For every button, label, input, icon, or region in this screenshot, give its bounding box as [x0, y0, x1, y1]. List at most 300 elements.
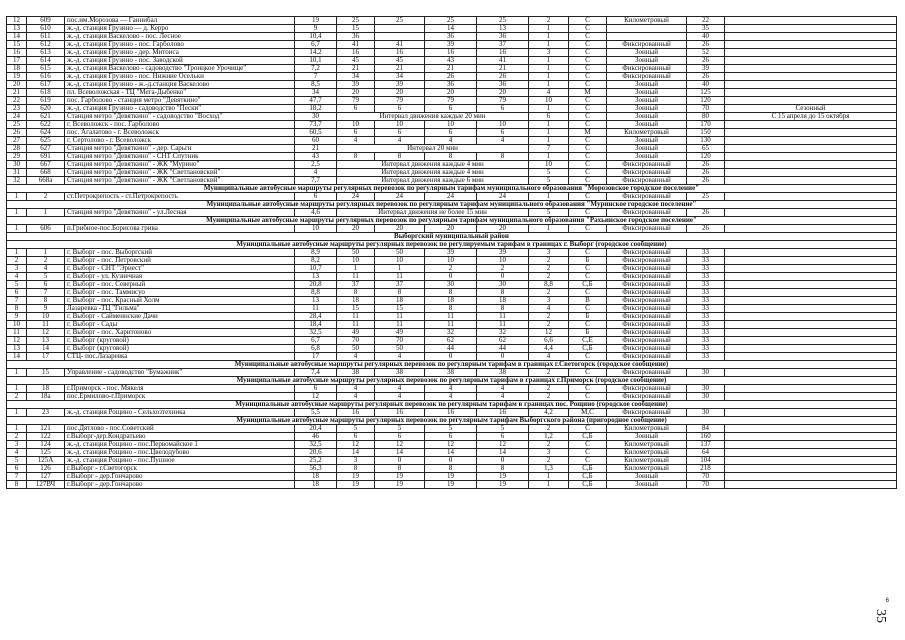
section-header: Муниципальные автобусные маршруты регулярных перевозок по регулярным тарифам в границах г.Светогорск (городское сообщение): [7, 361, 897, 369]
table-cell: С: [569, 161, 607, 169]
table-cell: С: [569, 57, 607, 65]
table-cell: 43: [425, 57, 477, 65]
table-cell: 1: [337, 265, 375, 273]
table-cell: 4: [425, 137, 477, 145]
table-cell: 10: [375, 121, 425, 129]
table-cell: [725, 409, 897, 417]
table-cell: 624: [27, 129, 65, 137]
table-cell: С: [569, 81, 607, 89]
table-row: [7, 209, 897, 217]
table-cell: 70: [375, 337, 425, 345]
table-row: [7, 297, 897, 305]
table-cell: 36: [425, 81, 477, 89]
table-cell: 8,2: [295, 257, 337, 265]
table-cell: 125: [687, 89, 725, 97]
table-cell: 1: [7, 369, 27, 377]
table-cell: 47,7: [295, 97, 337, 105]
table-row: [7, 33, 897, 41]
table-cell: 16: [337, 409, 375, 417]
table-cell: 1: [529, 153, 569, 161]
section-header-row: [7, 361, 897, 369]
table-cell: 34: [295, 89, 337, 97]
table-cell: Километровый: [607, 17, 687, 25]
table-cell: пос.Ермилово-г.Приморск: [65, 393, 295, 401]
table-cell: 8: [375, 465, 425, 473]
table-cell: [725, 321, 897, 329]
table-cell: С,Е: [569, 337, 607, 345]
table-cell: С,Б: [569, 481, 607, 489]
table-cell: 18: [375, 297, 425, 305]
table-cell: 6,7: [295, 41, 337, 49]
table-cell: С: [569, 177, 607, 185]
table-cell: 11: [7, 329, 27, 337]
table-cell: [725, 49, 897, 57]
table-cell: 4: [477, 385, 529, 393]
table-cell: С: [569, 113, 607, 121]
table-cell: 4: [295, 169, 337, 177]
table-cell: 0: [477, 353, 529, 361]
table-cell: 691: [27, 153, 65, 161]
table-cell: 4: [477, 137, 529, 145]
table-cell: 16: [375, 409, 425, 417]
table-cell: 11: [295, 305, 337, 313]
table-cell: г.Выборг - г.Светогорск: [65, 465, 295, 473]
table-cell: 5: [529, 169, 569, 177]
table-cell: Фиксированный: [607, 409, 687, 417]
table-cell: 1: [7, 249, 27, 257]
table-cell: 40: [687, 81, 725, 89]
table-cell: Фиксированный: [607, 321, 687, 329]
table-cell: 39: [425, 41, 477, 49]
table-cell: Интервал движения каждые 6 мин: [337, 177, 529, 185]
section-header-row: [7, 185, 897, 193]
table-cell: 39: [375, 81, 425, 89]
table-cell: 8: [7, 481, 27, 489]
table-cell: С: [569, 121, 607, 129]
table-cell: 19: [477, 481, 529, 489]
table-cell: 2: [7, 393, 27, 401]
table-cell: 612: [27, 41, 65, 49]
table-cell: 3: [529, 49, 569, 57]
table-cell: 32: [477, 329, 529, 337]
table-row: [7, 193, 897, 201]
table-cell: 4: [375, 137, 425, 145]
table-cell: 14: [27, 345, 65, 353]
table-cell: 160: [687, 433, 725, 441]
table-cell: С: [569, 225, 607, 233]
table-cell: С,Б: [569, 281, 607, 289]
table-cell: 11: [337, 313, 375, 321]
table-cell: 1: [529, 121, 569, 129]
table-cell: п.Грибное-пос.Борисова грива: [65, 225, 295, 233]
table-cell: 5: [7, 281, 27, 289]
table-cell: 37: [477, 41, 529, 49]
table-row: [7, 273, 897, 281]
table-cell: 6: [375, 105, 425, 113]
table-cell: 49: [337, 329, 375, 337]
table-cell: 37: [375, 281, 425, 289]
table-cell: 30: [687, 409, 725, 417]
section-header-row: [7, 217, 897, 225]
table-cell: 170: [687, 121, 725, 129]
table-cell: 24: [7, 113, 27, 121]
table-cell: 10: [27, 313, 65, 321]
table-cell: 9: [7, 313, 27, 321]
table-cell: ст.Петрокрепость - ст.Петрокрепость: [65, 193, 295, 201]
table-cell: Зонный: [607, 105, 687, 113]
table-cell: 7: [27, 289, 65, 297]
table-cell: 79: [337, 97, 375, 105]
table-cell: 19: [337, 481, 375, 489]
table-cell: 41: [477, 57, 529, 65]
table-cell: С: [569, 105, 607, 113]
table-cell: г.Выборг-дер.Кондратьево: [65, 433, 295, 441]
table-cell: 26: [687, 57, 725, 65]
table-cell: [725, 385, 897, 393]
table-cell: 130: [687, 137, 725, 145]
table-cell: 6: [295, 385, 337, 393]
table-cell: ж.-д. станция Грузино - садоводство "Пески": [65, 105, 295, 113]
table-cell: 11: [375, 273, 425, 281]
table-cell: 22: [7, 97, 27, 105]
table-cell: 2: [529, 265, 569, 273]
table-cell: Зонный: [607, 97, 687, 105]
table-cell: 8: [375, 153, 425, 161]
table-cell: [725, 17, 897, 25]
table-cell: 10,1: [295, 57, 337, 65]
section-header: Муниципальные автобусные маршруты регулярных перевозок по регулярным тарифам в границах пос. Рощино (городское сообщение): [7, 401, 897, 409]
table-cell: 1: [529, 81, 569, 89]
table-cell: Интервал движения не более 15 мин: [337, 209, 529, 217]
table-cell: 622: [27, 121, 65, 129]
table-cell: 4: [529, 89, 569, 97]
table-cell: Зонный: [607, 433, 687, 441]
table-row: [7, 17, 897, 25]
table-cell: Зонный: [607, 49, 687, 57]
table-cell: 30: [7, 161, 27, 169]
table-cell: [607, 25, 687, 33]
table-cell: 18: [295, 481, 337, 489]
table-cell: [725, 65, 897, 73]
table-cell: 41: [337, 41, 375, 49]
table-cell: 23: [7, 105, 27, 113]
table-cell: 36: [425, 33, 477, 41]
table-cell: 11: [375, 313, 425, 321]
table-cell: 38: [375, 369, 425, 377]
table-cell: 1: [529, 225, 569, 233]
table-cell: 2,5: [295, 161, 337, 169]
table-cell: С: [569, 441, 607, 449]
table-cell: 1: [529, 193, 569, 201]
table-row: [7, 441, 897, 449]
table-cell: 18: [295, 473, 337, 481]
route-table-body: [7, 17, 897, 489]
table-cell: 606: [27, 225, 65, 233]
table-cell: Фиксированный: [607, 193, 687, 201]
table-cell: 39: [425, 249, 477, 257]
table-cell: Фиксированный: [607, 249, 687, 257]
table-cell: 70: [687, 481, 725, 489]
table-cell: 5: [375, 425, 425, 433]
section-header: Выборгский муниципальный район: [7, 233, 897, 241]
table-cell: 124: [27, 441, 65, 449]
table-cell: 4: [337, 353, 375, 361]
table-cell: 2: [529, 313, 569, 321]
table-cell: 0: [477, 457, 529, 465]
table-cell: 14: [477, 449, 529, 457]
table-cell: 18а: [27, 393, 65, 401]
table-cell: 8: [337, 153, 375, 161]
table-cell: 17: [7, 57, 27, 65]
table-cell: С: [569, 41, 607, 49]
table-cell: г.Выборг - дер.Гончарово: [65, 481, 295, 489]
table-cell: 19: [295, 17, 337, 25]
table-cell: С: [569, 25, 607, 33]
table-cell: 621: [27, 113, 65, 121]
table-cell: 2: [529, 385, 569, 393]
table-row: [7, 81, 897, 89]
table-cell: 65: [687, 145, 725, 153]
table-cell: 33: [687, 337, 725, 345]
table-cell: 0: [477, 273, 529, 281]
table-cell: 4: [27, 265, 65, 273]
table-cell: 14: [425, 25, 477, 33]
table-cell: М,С: [569, 409, 607, 417]
table-cell: 14: [7, 33, 27, 41]
table-cell: Фиксированный: [607, 225, 687, 233]
table-cell: 218: [687, 465, 725, 473]
table-row: [7, 177, 897, 185]
table-cell: г. Выборг - пос. Северный: [65, 281, 295, 289]
table-cell: 12: [7, 17, 27, 25]
table-cell: [725, 329, 897, 337]
table-cell: 25,2: [295, 457, 337, 465]
table-cell: 36: [477, 81, 529, 89]
table-cell: 34: [375, 73, 425, 81]
table-cell: [725, 473, 897, 481]
table-cell: ж.-д. станция Грузино — д. Керро: [65, 25, 295, 33]
table-cell: 10: [295, 225, 337, 233]
table-cell: 26: [425, 73, 477, 81]
table-cell: 5,5: [295, 409, 337, 417]
table-cell: Б: [569, 313, 607, 321]
table-cell: Фиксированный: [607, 257, 687, 265]
table-cell: 8,9: [295, 249, 337, 257]
table-cell: [725, 265, 897, 273]
table-cell: Фиксированный: [607, 329, 687, 337]
table-cell: 7,7: [295, 177, 337, 185]
table-cell: 8,8: [295, 289, 337, 297]
table-cell: г.Приморск - пос. Мякеля: [65, 385, 295, 393]
table-cell: 8: [477, 305, 529, 313]
table-cell: 15: [7, 41, 27, 49]
table-cell: 26: [7, 129, 27, 137]
section-header-row: [7, 377, 897, 385]
table-cell: 1: [529, 33, 569, 41]
table-cell: Зонный: [607, 121, 687, 129]
table-cell: С: [569, 193, 607, 201]
table-cell: 14: [425, 449, 477, 457]
table-cell: [725, 273, 897, 281]
table-row: [7, 137, 897, 145]
section-header-row: [7, 233, 897, 241]
table-cell: 4: [7, 449, 27, 457]
table-cell: [725, 393, 897, 401]
table-cell: Станция метро "Девяткино" - ул.Лесная: [65, 209, 295, 217]
table-cell: 29: [7, 153, 27, 161]
table-row: [7, 321, 897, 329]
table-cell: 35: [687, 25, 725, 33]
table-cell: В: [569, 297, 607, 305]
table-cell: Километровый: [607, 441, 687, 449]
table-cell: 1: [7, 425, 27, 433]
table-cell: 6: [425, 105, 477, 113]
table-cell: 19: [337, 473, 375, 481]
table-cell: С: [569, 209, 607, 217]
table-cell: 18: [337, 297, 375, 305]
table-cell: 8: [477, 289, 529, 297]
table-cell: 8: [477, 465, 529, 473]
table-cell: Лазаревка -ТЦ "Гильма": [65, 305, 295, 313]
table-cell: 11: [375, 321, 425, 329]
table-cell: 13: [295, 273, 337, 281]
table-cell: [725, 441, 897, 449]
table-cell: С: [569, 425, 607, 433]
table-cell: 15: [337, 25, 375, 33]
table-cell: г. Выборг (круговой): [65, 345, 295, 353]
table-cell: 2: [529, 321, 569, 329]
table-cell: 70: [687, 105, 725, 113]
table-cell: 19: [477, 473, 529, 481]
table-cell: М: [569, 89, 607, 97]
table-cell: 33: [687, 281, 725, 289]
table-cell: С: [569, 457, 607, 465]
table-cell: 39: [687, 65, 725, 73]
table-cell: [725, 249, 897, 257]
table-row: [7, 65, 897, 73]
table-cell: 1: [529, 57, 569, 65]
table-cell: 13: [27, 337, 65, 345]
table-cell: 79: [375, 97, 425, 105]
table-cell: 8: [425, 465, 477, 473]
table-cell: 1,3: [529, 465, 569, 473]
table-cell: 26: [477, 73, 529, 81]
table-cell: 6: [375, 433, 425, 441]
table-cell: 8: [27, 297, 65, 305]
section-header-row: [7, 241, 897, 249]
table-cell: 1: [529, 481, 569, 489]
table-cell: [375, 33, 425, 41]
table-cell: ж.-д. станция Грузино - пос. Нижние Осельки: [65, 73, 295, 81]
table-row: [7, 105, 897, 113]
table-cell: 10: [425, 121, 477, 129]
table-cell: Интервал 20 мин: [337, 145, 529, 153]
table-cell: 10,4: [295, 33, 337, 41]
table-cell: 33: [687, 289, 725, 297]
table-row: [7, 41, 897, 49]
table-cell: 20: [375, 89, 425, 97]
table-cell: 38: [337, 369, 375, 377]
table-cell: 1: [529, 41, 569, 49]
table-cell: Километровый: [607, 449, 687, 457]
table-cell: С: [569, 393, 607, 401]
table-cell: 2: [7, 257, 27, 265]
table-cell: Километровый: [607, 465, 687, 473]
table-cell: 10: [337, 121, 375, 129]
table-cell: 16: [7, 49, 27, 57]
table-cell: [725, 81, 897, 89]
table-cell: 21: [425, 65, 477, 73]
table-cell: 15: [27, 369, 65, 377]
table-cell: 150: [687, 129, 725, 137]
section-header-row: [7, 417, 897, 425]
table-cell: 4: [337, 393, 375, 401]
table-cell: 27: [7, 137, 27, 145]
table-cell: Километровый: [607, 425, 687, 433]
table-cell: 104: [687, 457, 725, 465]
table-cell: С: [569, 321, 607, 329]
table-cell: 30: [295, 113, 337, 121]
table-cell: 20: [375, 225, 425, 233]
table-cell: 21: [7, 89, 27, 97]
table-cell: 20,6: [295, 449, 337, 457]
table-cell: 6: [7, 289, 27, 297]
table-cell: 6: [375, 129, 425, 137]
table-cell: 12: [337, 441, 375, 449]
table-cell: С: [569, 369, 607, 377]
table-cell: 44: [425, 345, 477, 353]
table-cell: 20: [477, 225, 529, 233]
table-cell: ж.-д. станция Васкелово - садоводство "Троицкое Урочище": [65, 65, 295, 73]
table-cell: [607, 33, 687, 41]
table-cell: 11: [477, 313, 529, 321]
table-cell: 25: [7, 121, 27, 129]
table-cell: Фиксированный: [607, 209, 687, 217]
table-cell: 26: [687, 225, 725, 233]
table-cell: 70: [337, 337, 375, 345]
table-cell: 1: [7, 225, 27, 233]
table-cell: 120: [687, 153, 725, 161]
table-cell: 0: [425, 457, 477, 465]
table-cell: Фиксированный: [607, 289, 687, 297]
table-cell: 23: [27, 409, 65, 417]
table-cell: 4: [375, 393, 425, 401]
table-cell: С,Б: [569, 433, 607, 441]
table-cell: Станция метро "Девяткино" - дер. Сарьги: [65, 145, 295, 153]
table-cell: С,Б: [569, 345, 607, 353]
table-cell: пос. Гарболово - станция метро "Девяткино": [65, 97, 295, 105]
table-cell: С: [569, 137, 607, 145]
table-row: [7, 153, 897, 161]
table-row: [7, 89, 897, 97]
table-cell: 1: [529, 137, 569, 145]
table-cell: ж.-д. станция Рощино - Сельхозтехника: [65, 409, 295, 417]
table-cell: [725, 193, 897, 201]
table-cell: 25: [477, 17, 529, 25]
table-cell: 33: [687, 305, 725, 313]
table-cell: 24: [375, 193, 425, 201]
table-cell: 19: [425, 473, 477, 481]
table-cell: [725, 345, 897, 353]
table-cell: 79: [477, 97, 529, 105]
table-cell: [725, 297, 897, 305]
table-cell: 2: [529, 273, 569, 281]
table-cell: 24: [337, 193, 375, 201]
table-cell: 30: [687, 369, 725, 377]
table-cell: 56,3: [295, 465, 337, 473]
table-cell: 39: [477, 249, 529, 257]
table-row: [7, 161, 897, 169]
